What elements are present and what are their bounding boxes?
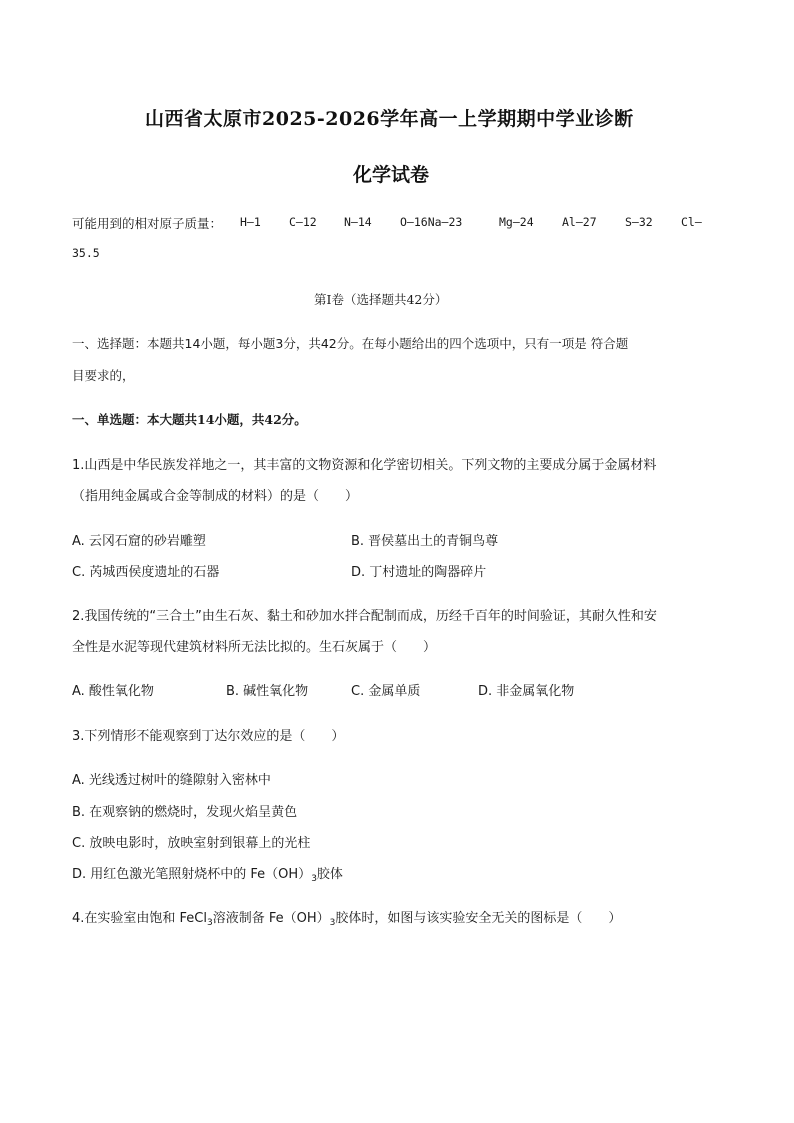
instructions-line-2: 目要求的， <box>72 368 135 383</box>
question-stem-line: （指用纯金属或合金等制成的材料）的是（ ） <box>72 489 359 504</box>
option-d-subscript: 3 <box>311 874 317 884</box>
question-stem-line: 3.下列情形不能观察到丁达尔效应的是（ ） <box>72 729 345 744</box>
option-b[interactable]: B. 在观察钠的燃烧时，发现火焰呈黄色 <box>72 805 298 820</box>
option-b[interactable]: B. 碱性氧化物 <box>226 684 309 699</box>
atomic-mass-item: Cl— <box>681 215 702 229</box>
option-c[interactable]: C. 金属单质 <box>351 684 421 699</box>
option-d[interactable]: D. 非金属氧化物 <box>478 684 575 699</box>
atomic-mass-item: N—14 <box>344 215 372 229</box>
instructions-line-1: 一、选择题：本题共14小题，每小题3分，共42分。在每小题给出的四个选项中，只有一项是 符合题 <box>72 336 629 351</box>
atomic-mass-item: Al—27 <box>562 215 597 229</box>
option-d-suffix: 胶体 <box>316 867 343 882</box>
atomic-masses-label: 可能用到的相对原子质量： <box>72 216 223 231</box>
question-stem-line: 1.山西是中华民族发祥地之一，其丰富的文物资源和化学密切相关。下列文物的主要成分属于金属材料 <box>72 458 657 473</box>
subscript: 3 <box>329 918 336 928</box>
single-choice-heading: 一、单选题：本大题共14小题，共42分。 <box>72 412 307 427</box>
option-d[interactable]: D. 丁村遗址的陶器碎片 <box>351 565 487 580</box>
atomic-mass-item: O—16Na—23 <box>400 215 463 229</box>
atomic-masses-continuation: 35.5 <box>72 246 100 260</box>
page-title: 山西省太原市2025-2026学年高一上学期期中学业诊断 <box>145 108 634 130</box>
question-stem-line: 2.我国传统的“三合土”由生石灰、黏土和砂加水拌合配制而成，历经千百年的时间验证，其耐久性和安 <box>72 609 657 624</box>
section-heading: 第Ⅰ卷（选择题共42分） <box>314 292 448 307</box>
atomic-mass-item: S—32 <box>625 215 653 229</box>
question-stem-part: 4.在实验室由饱和 FeCl <box>72 911 207 926</box>
question-stem-part: 溶液制备 Fe（OH） <box>212 911 330 926</box>
question-stem-part: 胶体时，如图与该实验安全无关的图标是（ ） <box>335 911 622 926</box>
option-c[interactable]: C. 芮城西侯度遗址的石器 <box>72 565 220 580</box>
option-a[interactable]: A. 云冈石窟的砂岩雕塑 <box>72 534 206 549</box>
option-c[interactable]: C. 放映电影时，放映室射到银幕上的光柱 <box>72 836 311 851</box>
option-a[interactable]: A. 酸性氧化物 <box>72 684 154 699</box>
subscript: 3 <box>207 918 213 928</box>
option-a[interactable]: A. 光线透过树叶的缝隙射入密林中 <box>72 773 271 788</box>
atomic-masses-row <box>72 214 732 232</box>
atomic-mass-item: C—12 <box>289 215 317 229</box>
question-stem-line: 全性是水泥等现代建筑材料所无法比拟的。生石灰属于（ ） <box>72 640 437 655</box>
option-d[interactable] <box>72 863 343 884</box>
option-d-text: D. 用红色激光笔照射烧杯中的 Fe（OH） <box>72 867 312 882</box>
atomic-mass-item: H—1 <box>240 215 261 229</box>
atomic-mass-item: Mg—24 <box>499 215 534 229</box>
option-b[interactable]: B. 晋侯墓出土的青铜鸟尊 <box>351 534 499 549</box>
question-stem-line <box>72 907 621 928</box>
page-subtitle: 化学试卷 <box>353 164 430 186</box>
